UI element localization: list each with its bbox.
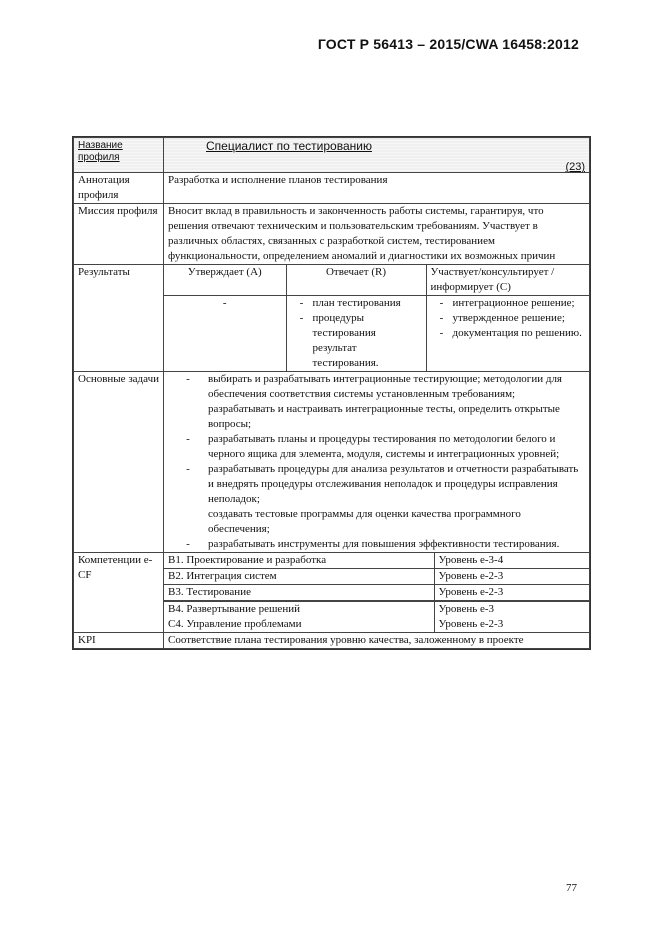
results-row [74,265,590,372]
annotation-row [74,173,590,204]
responsible-item: - процедуры тестирования результат тестирования. [299,312,379,369]
task-item: - выбирать и разрабатывать интеграционные тестирующие; методологии для обеспечения соответствия системы установленным требованиям; [186,373,562,400]
competences-row [74,553,590,633]
tasks-row [74,372,590,553]
task-item: - разрабатывать процедуры для анализа результатов и отчетности разрабатывать и внедрять процедуры отслеживания неполадок и процедуры исправления неполадок; [186,463,579,505]
competence-row [164,569,589,585]
kpi-text: Соответствие плана тестирования уровню качества, заложенному в проекте [164,633,590,649]
competence-row [164,601,589,617]
page-number: 77 [566,882,577,894]
profile-title: Специалист по тестированию [206,139,372,153]
responsible-item: - план тестирования [299,297,401,309]
mission-label: Миссия профиля [74,204,164,265]
task-item: разрабатывать и настраивать интеграционные тесты, определить открытые вопросы; [208,403,560,430]
document-header: ГОСТ Р 56413 – 2015/CWA 16458:2012 [317,36,579,52]
competence-level: Уровень е-2-3 [434,585,589,602]
results-participates [426,296,589,372]
competence-row [164,585,589,602]
results-approves [164,296,286,372]
title-cell [164,138,590,173]
tasks-label: Основные задачи [74,372,164,553]
participates-item: - интеграционное решение; [439,297,575,309]
mission-row [74,204,590,265]
competence-level: Уровень е-2-3 [434,617,589,632]
annotation-label: Аннотация профиля [74,173,164,204]
profile-table [72,136,591,650]
annotation-text: Разработка и исполнение планов тестирования [164,173,590,204]
competence-name: В3. Тестирование [164,585,434,602]
competence-name: В2. Интеграция систем [164,569,434,585]
profile-number: (23) [565,161,585,173]
results-cell [164,265,590,372]
results-responsible [286,296,426,372]
participates-item: - документация по решению. [439,327,582,339]
competence-row [164,553,589,569]
title-row [74,138,590,173]
competence-level: Уровень е-3 [434,601,589,617]
approves-item: - [222,297,227,309]
results-header-responsible: Отвечает (R) [286,265,426,296]
competence-level: Уровень е-2-3 [434,569,589,585]
kpi-row [74,633,590,649]
kpi-label: KPI [74,633,164,649]
task-item: - разрабатывать инструменты для повышения эффективности тестирования. [186,538,560,550]
task-item: создавать тестовые программы для оценки качества программного обеспечения; [208,508,521,535]
tasks-list [164,372,590,553]
results-header-approves: Утверждает (А) [187,266,262,278]
competence-name: В4. Развертывание решений [164,601,434,617]
name-label: Название профиля [74,138,164,173]
task-item: - разрабатывать планы и процедуры тестирования по методологии белого и черного ящика для элемента, модуля, системы и интеграционных уровней; [186,433,560,460]
results-header-participates: Участвует/консультирует /информирует (С) [426,265,589,296]
participates-item: - утвержденное решение; [439,312,565,324]
competence-level: Уровень е-3-4 [434,553,589,569]
competences-cell [164,553,590,633]
competence-row [164,617,589,632]
competence-name: С4. Управление проблемами [168,618,302,630]
mission-text: Вносит вклад в правильность и законченность работы системы, гарантируя, что решения отвечают техническим и пользовательским требованиям. Участвует в различных областях, связанных с разработкой систем, тестированием функциональности, определением аномалий и диагностики их возможных причин [164,204,590,265]
competences-label: Компетенции e-CF [74,553,164,633]
competence-name: В1. Проектирование и разработка [168,554,327,566]
results-label: Результаты [74,265,164,372]
